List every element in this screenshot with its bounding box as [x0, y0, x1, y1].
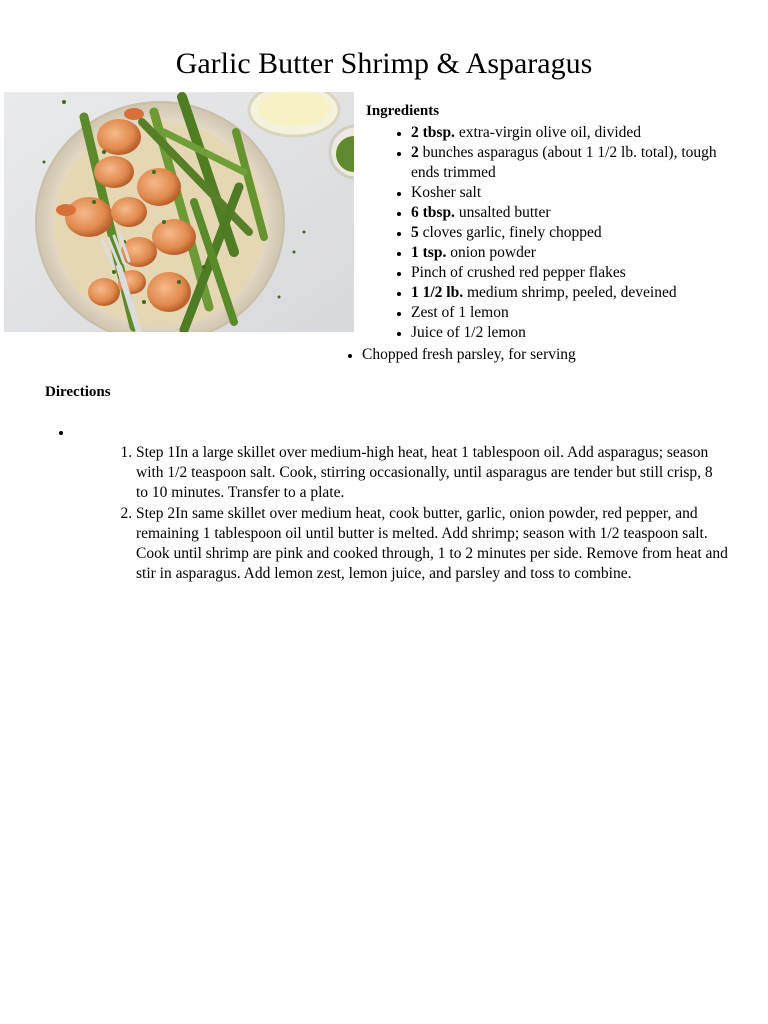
- ingredient-item: [411, 223, 731, 243]
- garnish-item: • Chopped fresh parsley, for serving: [362, 345, 742, 365]
- recipe-photo: [4, 92, 354, 332]
- ingredient-item: [411, 283, 731, 303]
- ingredient-item: [411, 123, 731, 143]
- ingredient-text: Juice of 1/2 lemon: [411, 324, 526, 341]
- ingredient-text: Pinch of crushed red pepper flakes: [411, 264, 626, 281]
- ingredient-text: onion powder: [446, 244, 536, 261]
- ingredient-text: unsalted butter: [454, 204, 551, 221]
- ingredient-item: [411, 323, 731, 343]
- ingredients-list: [411, 123, 731, 343]
- ingredient-text: Kosher salt: [411, 184, 482, 201]
- ingredient-amount: 5: [411, 224, 419, 241]
- ingredients-heading: Ingredients: [366, 103, 440, 119]
- ingredient-amount: 2: [411, 144, 419, 161]
- ingredient-amount: 1 tsp.: [411, 244, 447, 261]
- shrimp-asparagus-image: [4, 92, 354, 332]
- ingredient-item: [411, 183, 731, 203]
- recipe-title: Garlic Butter Shrimp & Asparagus: [175, 47, 593, 80]
- ingredient-text: Zest of 1 lemon: [411, 304, 509, 321]
- direction-step: 2. Step 2In same skillet over medium heat, cook butter, garlic, onion powder, red pepper, and remaining 1 tablespoon oil until butter is melted. Add shrimp; season with 1/2 teaspoon salt. Cook until shrimp are pink and cooked through, 1 to 2 minutes per side. Remove from heat and stir in asparagus. Add lemon zest, lemon juice, and parsley and toss to combine.: [136, 504, 728, 585]
- ingredient-item: [411, 303, 731, 323]
- ingredient-amount: 6 tbsp.: [411, 204, 455, 221]
- ingredient-text: cloves garlic, finely chopped: [418, 224, 602, 241]
- ingredient-item: [411, 263, 731, 283]
- directions-steps: [136, 443, 728, 584]
- ingredient-text: extra-virgin olive oil, divided: [454, 124, 642, 141]
- ingredient-item: [411, 243, 731, 263]
- garnish-list: [362, 345, 742, 365]
- ingredient-amount: 2 tbsp.: [411, 124, 455, 141]
- directions-heading: Directions: [45, 384, 111, 400]
- ingredient-amount: 1 1/2 lb.: [411, 284, 464, 301]
- ingredient-text: medium shrimp, peeled, deveined: [463, 284, 677, 301]
- direction-step: 1. Step 1In a large skillet over medium-high heat, heat 1 tablespoon oil. Add asparagus; season with 1/2 teaspoon salt. Cook, stirring occasionally, until asparagus are tender but still crisp, 8 to 10 minutes. Transfer to a plate.: [136, 443, 728, 504]
- ingredient-item: [411, 143, 731, 183]
- ingredient-item: [411, 203, 731, 223]
- ingredient-text: bunches asparagus (about 1 1/2 lb. total), tough ends trimmed: [411, 144, 717, 181]
